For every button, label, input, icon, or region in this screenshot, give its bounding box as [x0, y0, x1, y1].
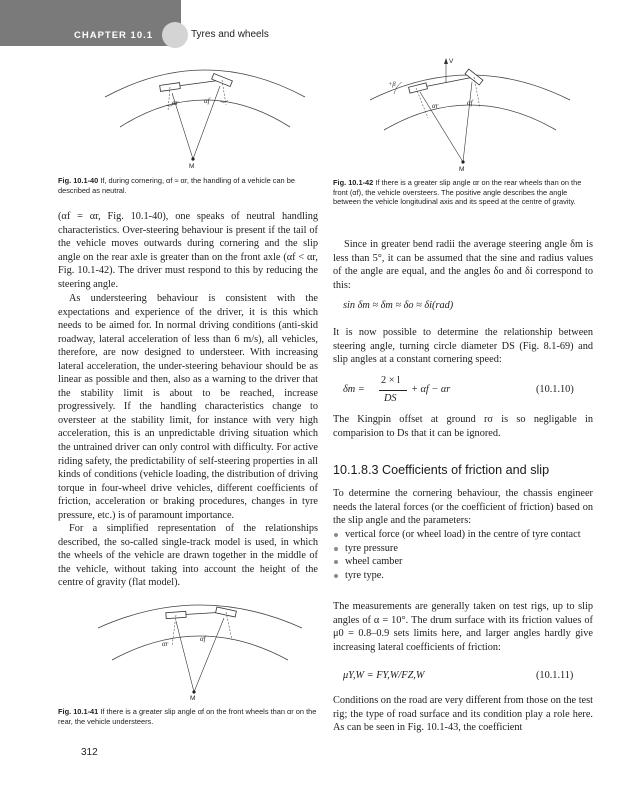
list-item: wheel camber [333, 555, 593, 569]
equation-10-1-10-numerator: 2 × l [381, 375, 400, 386]
right-paragraph-6: Conditions on the road are very different from those on the test rig; the type of road surface and its condition play a role here. As can be seen in Fig. 10.1-43, the coefficient [333, 695, 593, 734]
figure-10-1-40 [100, 55, 310, 170]
fig41-label-alpha-r: αr [162, 640, 169, 648]
parameter-list [333, 528, 593, 582]
right-paragraph-4: To determine the cornering behaviour, the chassis engineer needs the lateral forces (or the coefficient of friction) based on the slip angle and the parameters: [333, 488, 593, 527]
figure-10-1-40-diagram [100, 55, 310, 170]
chapter-label: CHAPTER 10.1 [74, 30, 154, 41]
right-paragraph-3: The Kingpin offset at ground rσ is so negligable in comparision to Ds that it can be ignored. [333, 414, 593, 439]
fig40-label-m: M [189, 163, 195, 170]
fig41-label-m: M [190, 695, 196, 700]
fig42-label-alpha-r: αr [432, 102, 439, 110]
list-item: tyre type. [333, 569, 593, 583]
fig42-label-m: M [459, 166, 465, 172]
fig41-label-alpha-f: αf [200, 635, 206, 643]
figure-10-1-41-caption-text: If there is a greater slip angle αf on the front wheels than αr on the rear, the vehicle understeers. [58, 707, 317, 726]
right-paragraph-2: It is now possible to determine the relationship between steering angle, turning circle diameter DS (Fig. 8.1-69) and slip angles at a constant cornering speed: [333, 327, 593, 366]
fig42-label-v: V [449, 58, 454, 65]
figure-10-1-42-caption-label: Fig. 10.1-42 [333, 178, 374, 187]
left-paragraph-1: (αf = αr, Fig. 10.1-40), one speaks of neutral handling characteristics. Over-steering behaviour is present if the tail of the vehicle moves outwards during cornering and the slip angle on the rear axle is greater than on the front axle (αf < αr, Fig. 10.1-42). The driver must respond to this by reducing the steering angle. [58, 211, 318, 290]
figure-10-1-42-caption-text: If there is a greater slip angle αr on the rear wheels than on the front (αf), the vehicle oversteers. The positive angle describes the angle between the vehicle longitudinal axis and its speed at the centre of gravity. [333, 178, 582, 207]
fig42-label-alpha-f: αf [467, 99, 473, 107]
fig40-label-alpha-r: αr [172, 99, 179, 107]
fig40-label-alpha-f: αf [204, 97, 210, 105]
equation-10-1-10-lhs: δm = [343, 384, 365, 395]
left-paragraph-3: For a simplified representation of the relationships described, the so-called single-track model is used, in which the wheels of the vehicle are drawn together in the middle of the vehicle, without taking into account the height of the centre of gravity (flat model). [58, 523, 318, 589]
header-circle-mark [162, 22, 188, 48]
equation-10-1-10 [343, 374, 593, 408]
figure-10-1-40-caption-label: Fig. 10.1-40 [58, 176, 99, 185]
figure-10-1-41-caption-label: Fig. 10.1-41 [58, 707, 99, 716]
left-paragraph-2: As understeering behaviour is consistent with the expectations and experience of the driver, it is this which needs to be aimed for. In normal driving conditions (anti-skid roadway, lateral acceleration of less than 6 m/s), all vehicles, therefore, are now designed to understeer. With increasing lateral acceleration, the under-steering behaviour should be as linear as possible and then, also as a warning to the driver that the stability limit is about to be reached, increase progressively. If the handling characteristics change to oversteer at the stability limit, for instance with very high acceleration, this is an unpredictable driving situation which the untrained driver can only control with difficulty. For active riding safety, the predictability of self-steering properties in all kinds of conditions (vehicle loading, the distribution of driving torque in four-wheel drive vehicles, different coefficients of friction, acceleration or braking procedures, changes in tyre pressure, etc.) is of paramount importance. [58, 293, 318, 521]
figure-10-1-41-caption [58, 707, 320, 726]
equation-10-1-10-rest: + αf − αr [411, 384, 451, 395]
figure-10-1-41 [90, 592, 310, 700]
figure-10-1-41-diagram [90, 592, 310, 700]
list-item: tyre pressure [333, 542, 593, 556]
list-item: vertical force (or wheel load) in the centre of tyre contact [333, 528, 593, 542]
section-title: Tyres and wheels [191, 29, 269, 40]
equation-10-1-10-number: (10.1.10) [536, 384, 574, 395]
figure-10-1-42-caption [333, 178, 595, 207]
chapter-header-tab [0, 0, 181, 46]
section-heading-10-1-8-3: 10.1.8.3 Coefficients of friction and slip [333, 463, 550, 477]
equation-10-1-11-number: (10.1.11) [536, 670, 574, 681]
page-number: 312 [81, 747, 98, 758]
right-paragraph-5: The measurements are generally taken on test rigs, up to slip angles of α = 10°. The drum surface with its friction values of μ0 = 0.8–0.9 sets limits here, and larger angles hardly give increasing lateral coefficients of friction: [333, 601, 593, 653]
figure-10-1-40-caption [58, 176, 318, 195]
equation-10-1-10-fraction-bar [379, 390, 407, 391]
equation-10-1-10-denominator: DS [384, 393, 397, 404]
equation-10-1-11: μY,W = FY,W/FZ,W [343, 670, 425, 681]
equation-small-angle: sin δm ≈ δm ≈ δo ≈ δi(rad) [343, 300, 454, 311]
right-paragraph-1: Since in greater bend radii the average steering angle δm is less than 5°, it can be assumed that the sine and radius values of the angle are equal, and the angles δo and δi correspond to this: [333, 239, 593, 291]
figure-10-1-42-diagram [370, 52, 570, 172]
figure-10-1-42 [370, 52, 570, 172]
fig42-label-beta: +β [388, 81, 396, 88]
figure-10-1-40-caption-text: If, during cornering, αf ≈ αr, the handling of a vehicle can be described as neutral. [58, 176, 295, 195]
